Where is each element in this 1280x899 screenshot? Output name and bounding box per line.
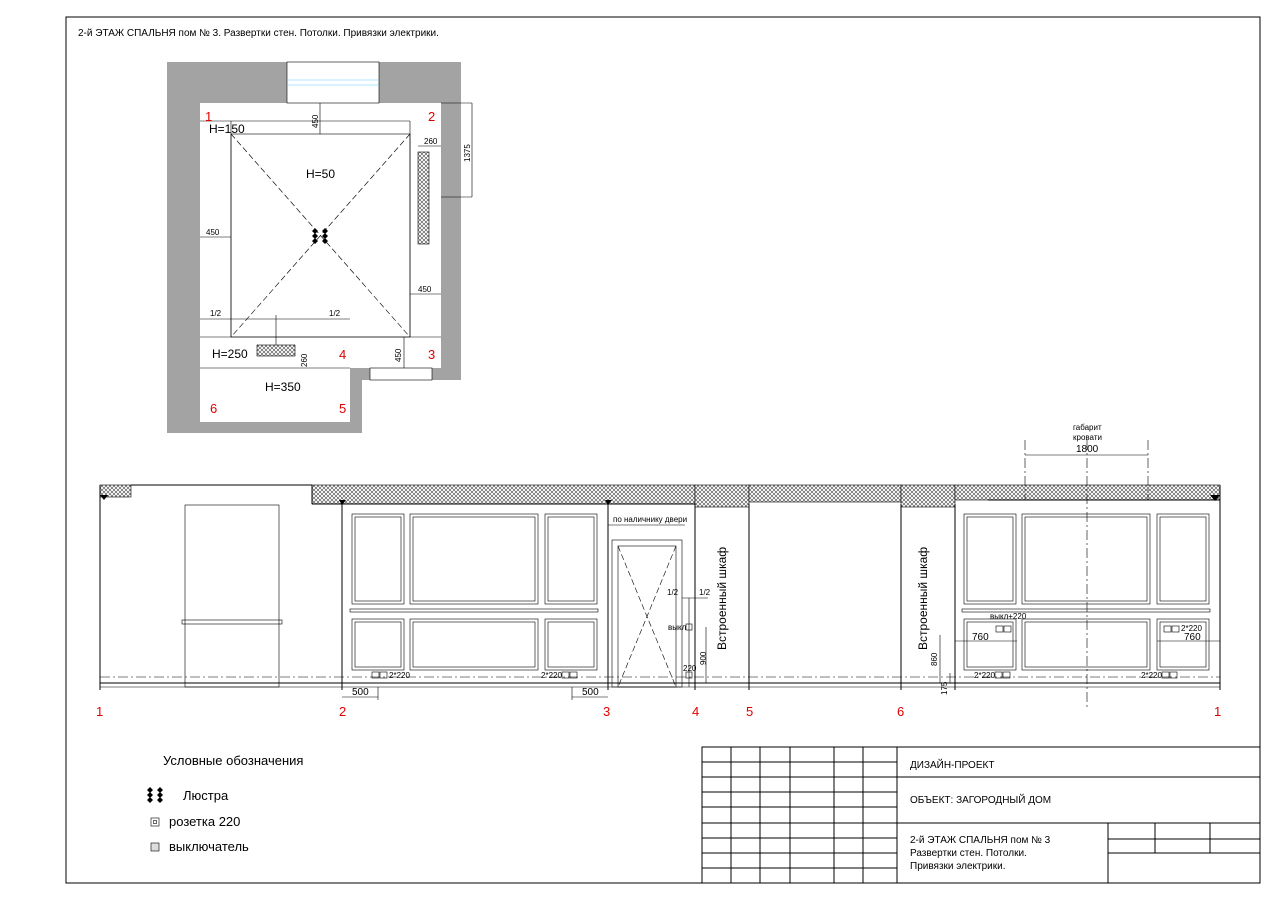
label-h350: H=350 — [265, 380, 301, 394]
plan-radiator-bottom — [257, 345, 295, 356]
bed-gabarit-label: габарит — [1073, 423, 1102, 432]
dim-260-bottom: 260 — [300, 353, 309, 367]
wall-panels-left — [350, 514, 598, 670]
title-block — [702, 747, 1260, 883]
title-block-object: ОБЪЕКТ: ЗАГОРОДНЫЙ ДОМ — [910, 795, 1052, 806]
corner-4: 4 — [339, 347, 347, 362]
legend-switch-label: выключатель — [169, 839, 249, 854]
corner-2: 2 — [428, 109, 436, 124]
dim-1375: 1375 — [463, 144, 472, 162]
title-block-desc-1: 2-й ЭТАЖ СПАЛЬНЯ пом № 3 — [910, 835, 1051, 846]
dim-860: 860 — [930, 652, 939, 666]
axis-3: 3 — [603, 704, 611, 719]
dim-half-a: 1/2 — [667, 588, 679, 597]
title-block-project: ДИЗАЙН-ПРОЕКТ — [910, 760, 995, 771]
dim-450-top: 450 — [311, 114, 320, 128]
label-h250: H=250 — [212, 347, 248, 361]
floor-plan — [167, 62, 472, 433]
corner-5: 5 — [339, 401, 347, 416]
socket-icon — [151, 818, 159, 826]
dim-half-mid: 1/2 — [329, 309, 341, 318]
corner-6: 6 — [210, 401, 218, 416]
dim-half-b: 1/2 — [699, 588, 711, 597]
corner-1: 1 — [205, 109, 213, 124]
title-block-desc-2: Развертки стен. Потолки. — [910, 848, 1027, 859]
plan-window — [287, 62, 379, 103]
label-h150: H=150 — [209, 122, 245, 136]
elevation-window — [185, 505, 279, 687]
dim-260-right: 260 — [424, 137, 438, 146]
dim-450-bottom: 450 — [394, 348, 403, 362]
socket-icon — [1164, 626, 1179, 632]
legend-socket-label: розетка 220 — [169, 814, 241, 829]
dim-175: 175 — [940, 681, 949, 695]
bed-gabarit-label-2: кровати — [1073, 433, 1102, 442]
label-h50: H=50 — [306, 167, 336, 181]
axis-2: 2 — [339, 704, 347, 719]
chandelier-icon — [147, 787, 163, 803]
axis-1-left: 1 — [96, 704, 104, 719]
plan-curtain-right — [418, 152, 429, 244]
wardrobe-right-label: Встроенный шкаф — [916, 546, 930, 650]
legend — [147, 753, 303, 854]
corner-3: 3 — [428, 347, 436, 362]
socket-label-d: 2*220 — [1141, 671, 1162, 680]
dim-900: 900 — [699, 651, 708, 665]
dim-half-left: 1/2 — [210, 309, 222, 318]
dim-500-right: 500 — [582, 687, 599, 698]
legend-chandelier-label: Люстра — [183, 788, 229, 803]
legend-title: Условные обозначения — [163, 753, 304, 768]
dim-760-right: 760 — [1184, 632, 1201, 643]
wall-elevation — [96, 423, 1221, 719]
socket-label-a: 2*220 — [389, 671, 410, 680]
switch-icon — [996, 626, 1011, 632]
wardrobe-left-label: Встроенный шкаф — [715, 546, 729, 650]
dim-450-left: 450 — [206, 228, 220, 237]
socket-label-c: 2*220 — [974, 671, 995, 680]
switch-label: выкл — [668, 623, 687, 632]
bed-width-dim: 1800 — [1076, 444, 1099, 455]
axis-1-right: 1 — [1214, 704, 1222, 719]
dim-220: 220 — [683, 664, 697, 673]
axis-5: 5 — [746, 704, 754, 719]
axis-4: 4 — [692, 704, 700, 719]
dim-760-left: 760 — [972, 632, 989, 643]
dim-500-left: 500 — [352, 687, 369, 698]
door-note: по наличнику двери — [613, 515, 688, 524]
switch-right-label: выкл+220 — [990, 612, 1027, 621]
sheet-title: 2-й ЭТАЖ СПАЛЬНЯ пом № 3. Развертки стен. Потолки. Привязки электрики. — [78, 28, 439, 39]
wall-panels-right — [962, 514, 1210, 670]
dim-450-right: 450 — [418, 285, 432, 294]
title-block-desc-3: Привязки электрики. — [910, 861, 1006, 872]
axis-6: 6 — [897, 704, 905, 719]
switch-icon — [151, 843, 159, 851]
socket-label-e: 2*220 — [1181, 624, 1202, 633]
elevation-door — [612, 540, 682, 687]
socket-label-b: 2*220 — [541, 671, 562, 680]
